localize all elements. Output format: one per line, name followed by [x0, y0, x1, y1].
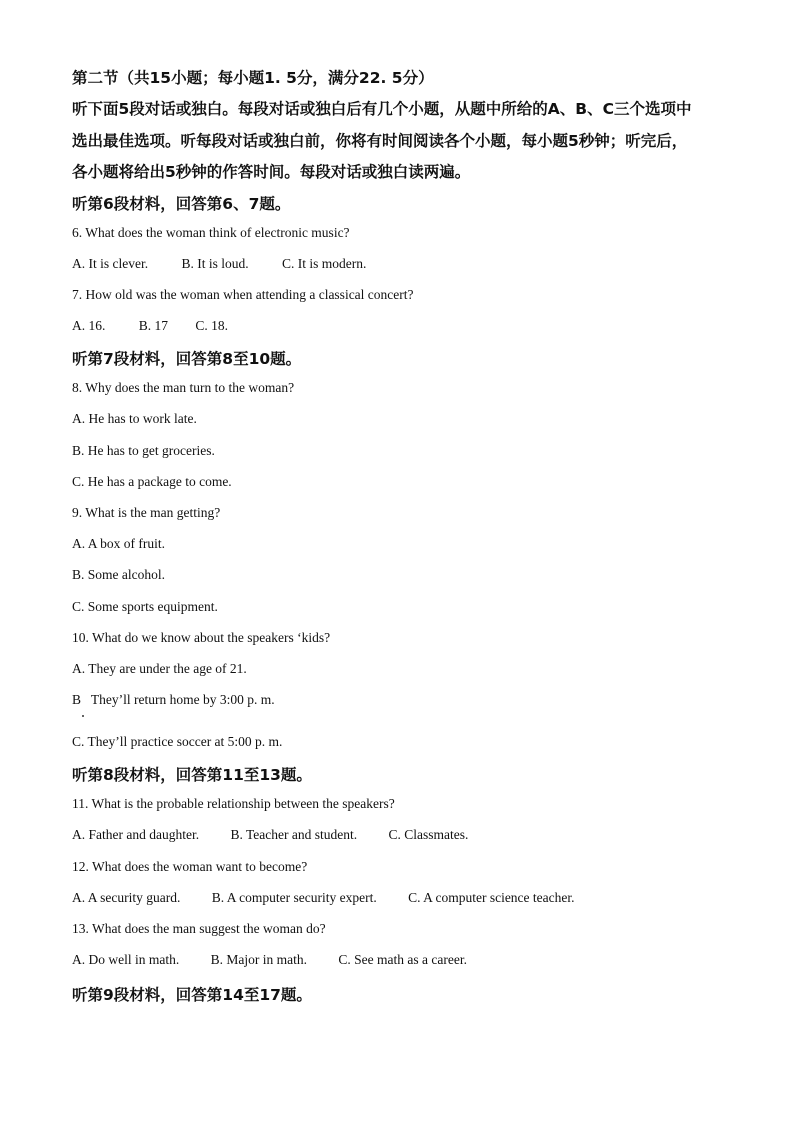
question-7-option-a: A. 16. [72, 318, 106, 333]
question-7-stem: 7. How old was the woman when attending a classical concert? [72, 287, 414, 302]
question-9-option-c: C. Some sports equipment. [72, 599, 218, 614]
question-11-stem: 11. What is the probable relationship between the speakers? [72, 796, 395, 811]
section-title: 第二节（共15小题；每小题1. 5分，满分22. 5分） [72, 69, 434, 87]
question-8-option-b: B. He has to get groceries. [72, 443, 215, 458]
question-6-option-b: B. It is loud. [181, 256, 249, 271]
question-13-option-b: B. Major in math. [210, 952, 307, 967]
question-13-option-c: C. See math as a career. [338, 952, 467, 967]
question-10-stem: 10. What do we know about the speakers ‘kids? [72, 630, 331, 645]
question-6-stem: 6. What does the woman think of electronic music? [72, 225, 350, 240]
question-8-option-a: A. He has to work late. [72, 411, 197, 426]
question-10-option-c: C. They’ll practice soccer at 5:00 p. m. [72, 734, 283, 749]
question-11-option-a: A. Father and daughter. [72, 827, 200, 842]
question-11-options [72, 827, 468, 843]
question-12-option-a: A. A security guard. [72, 890, 181, 905]
question-11-option-b: B. Teacher and student. [230, 827, 358, 842]
stray-dot-mark [82, 715, 84, 717]
question-6-option-a: A. It is clever. [72, 256, 149, 271]
question-7-option-b: B. 17 [138, 318, 169, 333]
question-11-option-c: C. Classmates. [388, 827, 469, 842]
question-13-options [72, 952, 467, 968]
instructions-line-3: 各小题将给出5秒钟的作答时间。每段对话或独白读两遍。 [72, 163, 471, 181]
question-13-option-a: A. Do well in math. [72, 952, 180, 967]
question-8-stem: 8. Why does the man turn to the woman? [72, 380, 295, 395]
heading-passage-7: 听第7段材料，回答第8至10题。 [72, 350, 302, 368]
instructions-line-1: 听下面5段对话或独白。每段对话或独白后有几个小题，从题中所给的A、B、C三个选项中 [72, 100, 692, 118]
question-10-option-a: A. They are under the age of 21. [72, 661, 247, 676]
question-7-option-c: C. 18. [195, 318, 229, 333]
question-13-stem: 13. What does the man suggest the woman do? [72, 921, 326, 936]
heading-passage-6: 听第6段材料，回答第6、7题。 [72, 195, 291, 213]
question-9-option-b: B. Some alcohol. [72, 567, 165, 582]
question-12-options [72, 890, 575, 906]
question-9-option-a: A. A box of fruit. [72, 536, 165, 551]
question-7-options [72, 318, 228, 334]
question-12-option-c: C. A computer science teacher. [408, 890, 575, 905]
question-10-option-b: B They’ll return home by 3:00 p. m. [72, 692, 275, 707]
question-8-option-c: C. He has a package to come. [72, 474, 232, 489]
question-6-option-c: C. It is modern. [282, 256, 367, 271]
question-9-stem: 9. What is the man getting? [72, 505, 221, 520]
heading-passage-9: 听第9段材料，回答第14至17题。 [72, 986, 312, 1004]
question-12-option-b: B. A computer security expert. [211, 890, 377, 905]
heading-passage-8: 听第8段材料，回答第11至13题。 [72, 766, 312, 784]
question-12-stem: 12. What does the woman want to become? [72, 859, 308, 874]
instructions-line-2: 选出最佳选项。听每段对话或独白前，你将有时间阅读各个小题，每小题5秒钟；听完后， [72, 132, 688, 150]
question-6-options [72, 256, 366, 272]
